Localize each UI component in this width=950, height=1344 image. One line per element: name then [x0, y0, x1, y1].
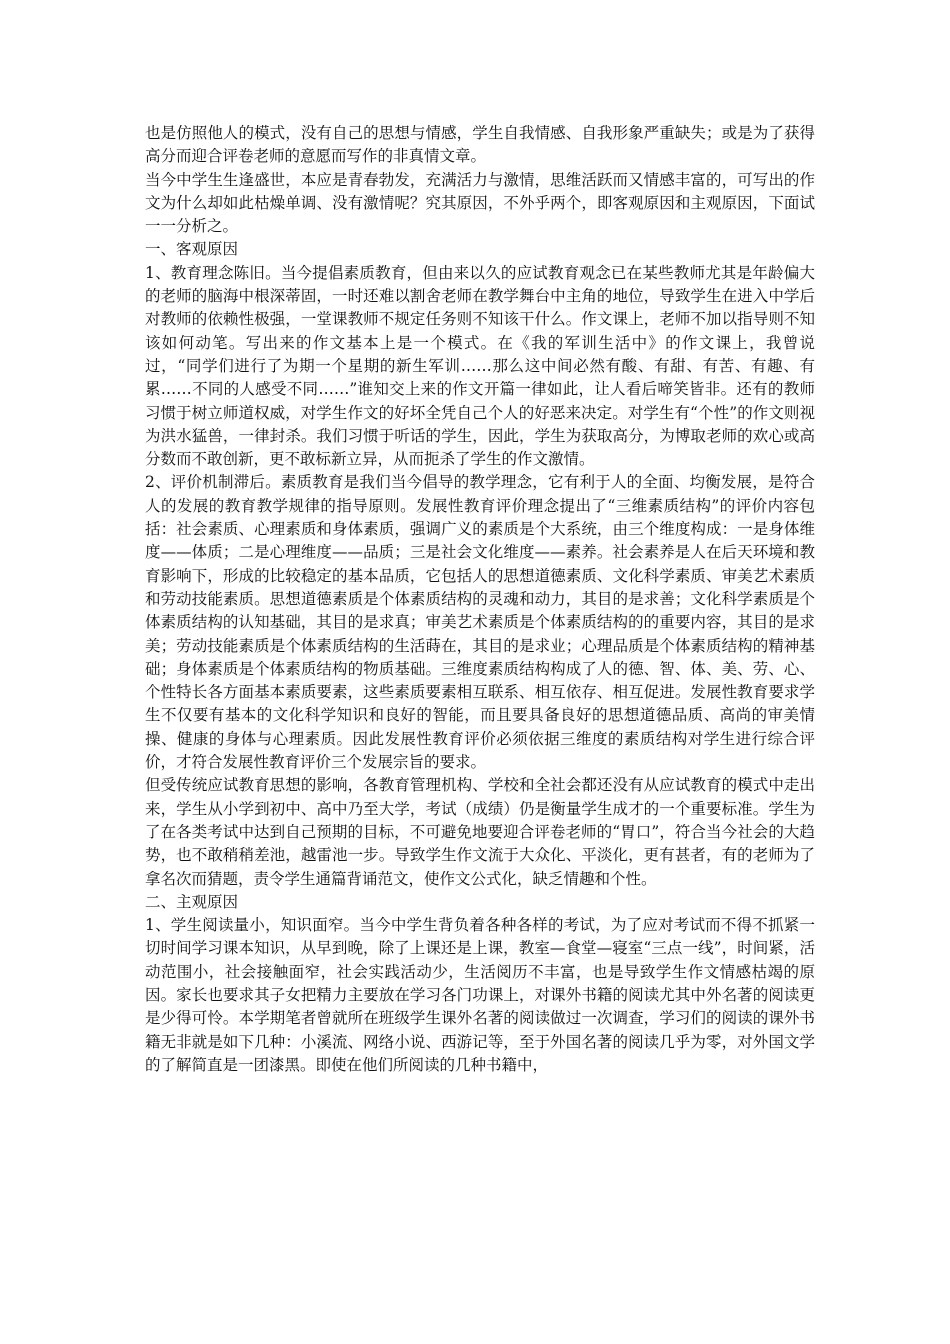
paragraph-objective-2: 2、评价机制滞后。素质教育是我们当今倡导的教学理念，它有利于人的全面、均衡发展，是符合人的发展的教育教学规律的指导原则。发展性教育评价理念提出了“三维素质结构”的评价内容包括：社会素质、心理素质和身体素质，强调广义的素质是个大系统，由三个维度构成：一是身体维度——体质；二是心理维度——品质；三是社会文化维度——素养。社会素养是人在后天环境和教育影响下，形成的比较稳定的基本品质，它包括人的思想道德素质、文化科学素质、审美艺术素质和劳动技能素质。思想道德素质是个体素质结构的灵魂和动力，其目的是求善；文化科学素质是个体素质结构的认知基础，其目的是求真；审美艺术素质是个体素质结构的的重要内容，其目的是求美；劳动技能素质是个体素质结构的生活蒔在，其目的是求业；心理品质是个体素质结构的精神基础；身体素质是个体素质结构的物质基础。三维度素质结构构成了人的德、智、体、美、劳、心、个性特长各方面基本素质要素，这些素质要素相互联系、相互依存、相互促进。发展性教育要求学生不仅要有基本的文化科学知识和良好的智能，而且要具备良好的思想道德品质、高尚的审美情操、健康的身体与心理素质。因此发展性教育评价必须依据三维度的素质结构对学生进行综合评价，才符合发展性教育评价三个发展宗旨的要求。: [145, 473, 815, 772]
section-heading-objective: 一、客观原因: [145, 240, 239, 259]
paragraph-objective-2-cont: 但受传统应试教育思想的影响，各教育管理机构、学校和全社会都还没有从应试教育的模式中走出来，学生从小学到初中、高中乃至大学，考试（成绩）仍是衡量学生成才的一个重要标准。学生为了在各类考试中达到自己预期的目标，不可避免地要迎合评卷老师的“胃口”，符合当今社会的大趋势，也不敢稍稍差池，越雷池一步。导致学生作文流于大众化、平淡化，更有甚者，有的老师为了拿名次而猜题，责令学生通篇背诵范文，使作文公式化，缺乏情趣和个性。: [145, 776, 815, 888]
document-page: [145, 122, 815, 1077]
section-heading-subjective: 二、主观原因: [145, 892, 239, 911]
paragraph-continuation: 也是仿照他人的模式，没有自己的思想与情感，学生自我情感、自我形象严重缺失；或是为了获得高分而迎合评卷老师的意愿而写作的非真情文章。: [145, 124, 815, 166]
paragraph-objective-1: 1、教育理念陈旧。当今提倡素质教育，但由来以久的应试教育观念已在某些教师尤其是年龄偏大的老师的脑海中根深蒂固，一时还难以割舍老师在教学舞台中主角的地位，导致学生在进入中学后对教师的依赖性极强，一堂课教师不规定任务则不知该干什么。作文课上，老师不加以指导则不知该如何动笔。写出来的作文基本上是一个模式。在《我的军训生活中》的作文课上，我曾说过，“同学们进行了为期一个星期的新生军训……那么这中间必然有酸、有甜、有苦、有趣、有累……不同的人感受不同……”谁知交上来的作文开篇一律如此，让人看后啼笑皆非。还有的教师习惯于树立师道权威，对学生作文的好坏全凭自己个人的好恶来决定。对学生有“个性”的作文则视为洪水猛兽，一律封杀。我们习惯于听话的学生，因此，学生为获取高分，为博取老师的欢心或高分数而不敢创新，更不敢标新立异，从而扼杀了学生的作文激情。: [145, 263, 815, 469]
paragraph-subjective-1: 1、学生阅读量小，知识面窄。当今中学生背负着各种各样的考试，为了应对考试而不得不抓紧一切时间学习课本知识，从早到晚，除了上课还是上课，教室—食堂—寝室“三点一线”，时间紧，活动范围小，社会接触面窄，社会实践活动少，生活阅历不丰富，也是导致学生作文情感枯竭的原因。家长也要求其子女把精力主要放在学习各门功课上，对课外书籍的阅读尤其中外名著的阅读更是少得可怜。本学期笔者曾就所在班级学生课外名著的阅读做过一次调查，学习们的阅读的课外书籍无非就是如下几种：小溪流、网络小说、西游记等，至于外国名著的阅读几乎为零，对外国文学的了解简直是一团漆黑。即使在他们所阅读的几种书籍中，: [145, 916, 815, 1074]
paragraph-intro: 当今中学生生逢盛世，本应是青春勃发，充满活力与激情，思维活跃而又情感丰富的，可写出的作文为什么却如此枯燥单调、没有激情呢？究其原因，不外乎两个，即客观原因和主观原因，下面试一一分析之。: [145, 170, 815, 236]
